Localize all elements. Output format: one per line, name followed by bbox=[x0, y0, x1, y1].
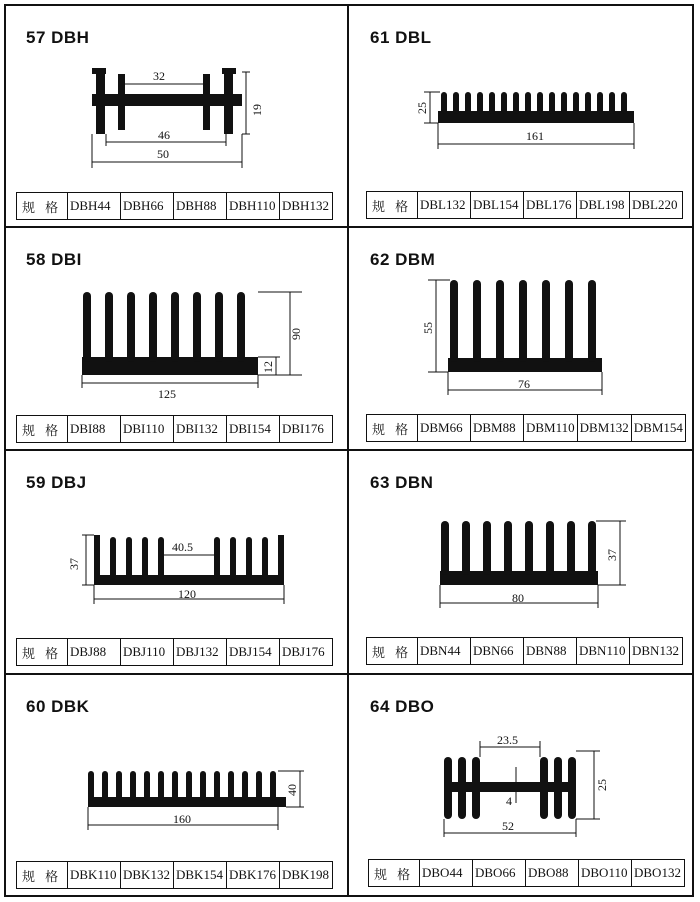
product-cell-dbo bbox=[350, 675, 690, 897]
dim-gap-width: 23.5 bbox=[497, 733, 518, 747]
spec-table bbox=[16, 638, 333, 666]
model-code: DBM110 bbox=[524, 415, 578, 442]
dbj-profile-drawing bbox=[6, 451, 346, 636]
model-code: DBO110 bbox=[579, 860, 632, 887]
model-code: DBI88 bbox=[68, 416, 121, 443]
product-title: 59 DBJ bbox=[26, 473, 87, 492]
spec-table bbox=[16, 861, 333, 889]
model-code: DBO88 bbox=[526, 860, 579, 887]
dim-height: 37 bbox=[605, 549, 619, 561]
model-code: DBO66 bbox=[473, 860, 526, 887]
model-code: DBM154 bbox=[631, 415, 685, 442]
model-code: DBJ154 bbox=[227, 639, 280, 666]
model-code: DBN44 bbox=[418, 638, 471, 665]
model-code: DBL220 bbox=[630, 192, 683, 219]
model-code: DBL132 bbox=[418, 192, 471, 219]
model-code: DBI132 bbox=[174, 416, 227, 443]
model-code: DBN110 bbox=[577, 638, 630, 665]
model-code: DBK198 bbox=[280, 862, 333, 889]
dim-height: 40 bbox=[285, 784, 299, 796]
dim-width: 80 bbox=[512, 591, 524, 605]
dbi-profile-drawing bbox=[6, 228, 346, 413]
model-code: DBJ88 bbox=[68, 639, 121, 666]
dim-width: 125 bbox=[158, 387, 176, 401]
dim-gap-width: 40.5 bbox=[172, 540, 193, 554]
dim-width-base: 46 bbox=[158, 128, 170, 142]
model-code: DBI154 bbox=[227, 416, 280, 443]
product-title: 57 DBH bbox=[26, 28, 90, 47]
product-cell-dbj bbox=[6, 451, 346, 673]
spec-label: 规 格 bbox=[367, 192, 418, 219]
model-code: DBN88 bbox=[524, 638, 577, 665]
dim-height: 90 bbox=[289, 328, 303, 340]
spec-table bbox=[16, 415, 333, 443]
dim-width: 52 bbox=[502, 819, 514, 833]
dim-width: 160 bbox=[173, 812, 191, 826]
dim-height: 19 bbox=[250, 104, 264, 116]
spec-label: 规 格 bbox=[17, 193, 68, 220]
spec-label: 规 格 bbox=[367, 638, 418, 665]
model-code: DBJ110 bbox=[121, 639, 174, 666]
dim-height: 55 bbox=[421, 322, 435, 334]
product-title: 60 DBK bbox=[26, 697, 90, 716]
dbo-profile-drawing bbox=[350, 675, 690, 860]
spec-label: 规 格 bbox=[369, 860, 420, 887]
spec-table bbox=[366, 414, 686, 442]
dim-width-inner: 32 bbox=[153, 69, 165, 83]
spec-table bbox=[16, 192, 333, 220]
model-code: DBM88 bbox=[471, 415, 524, 442]
model-code: DBL198 bbox=[577, 192, 630, 219]
dim-width: 120 bbox=[178, 587, 196, 601]
product-cell-dbn bbox=[350, 451, 690, 673]
model-code: DBO132 bbox=[632, 860, 685, 887]
model-code: DBN66 bbox=[471, 638, 524, 665]
dbn-profile-drawing bbox=[350, 451, 690, 636]
product-cell-dbm bbox=[350, 228, 690, 450]
model-code: DBH44 bbox=[68, 193, 121, 220]
spec-label: 规 格 bbox=[17, 639, 68, 666]
model-code: DBM132 bbox=[577, 415, 631, 442]
product-title: 58 DBI bbox=[26, 250, 82, 269]
dim-width: 161 bbox=[526, 129, 544, 143]
product-cell-dbk bbox=[6, 675, 346, 897]
model-code: DBH110 bbox=[227, 193, 280, 220]
spec-table bbox=[368, 859, 685, 887]
product-cell-dbh bbox=[6, 6, 346, 228]
dbk-profile-drawing bbox=[6, 675, 346, 860]
spec-label: 规 格 bbox=[17, 416, 68, 443]
dim-height: 25 bbox=[415, 102, 429, 114]
model-code: DBK154 bbox=[174, 862, 227, 889]
spec-label: 规 格 bbox=[17, 862, 68, 889]
product-title: 63 DBN bbox=[370, 473, 434, 492]
dim-width: 76 bbox=[518, 377, 530, 391]
dim-height: 25 bbox=[595, 779, 609, 791]
dim-width-overall: 50 bbox=[157, 147, 169, 161]
dim-height: 37 bbox=[67, 558, 81, 570]
product-title: 62 DBM bbox=[370, 250, 436, 269]
spec-table bbox=[366, 637, 683, 665]
model-code: DBL176 bbox=[524, 192, 577, 219]
model-code: DBK176 bbox=[227, 862, 280, 889]
product-title: 64 DBO bbox=[370, 697, 435, 716]
model-code: DBJ132 bbox=[174, 639, 227, 666]
model-code: DBO44 bbox=[420, 860, 473, 887]
dbm-profile-drawing bbox=[350, 228, 690, 413]
model-code: DBI176 bbox=[280, 416, 333, 443]
spec-table bbox=[366, 191, 683, 219]
model-code: DBL154 bbox=[471, 192, 524, 219]
product-title: 61 DBL bbox=[370, 28, 432, 47]
model-code: DBM66 bbox=[418, 415, 471, 442]
spec-label: 规 格 bbox=[367, 415, 418, 442]
model-code: DBJ176 bbox=[280, 639, 333, 666]
model-code: DBN132 bbox=[630, 638, 683, 665]
model-code: DBK110 bbox=[68, 862, 121, 889]
product-cell-dbi bbox=[6, 228, 346, 450]
model-code: DBH66 bbox=[121, 193, 174, 220]
model-code: DBI110 bbox=[121, 416, 174, 443]
dbh-profile-drawing bbox=[6, 6, 346, 191]
dbl-profile-drawing bbox=[350, 6, 690, 191]
dim-base-thickness: 12 bbox=[261, 361, 275, 373]
model-code: DBH132 bbox=[280, 193, 333, 220]
dim-web-thickness: 4 bbox=[506, 794, 512, 808]
model-code: DBK132 bbox=[121, 862, 174, 889]
product-cell-dbl bbox=[350, 6, 690, 228]
model-code: DBH88 bbox=[174, 193, 227, 220]
